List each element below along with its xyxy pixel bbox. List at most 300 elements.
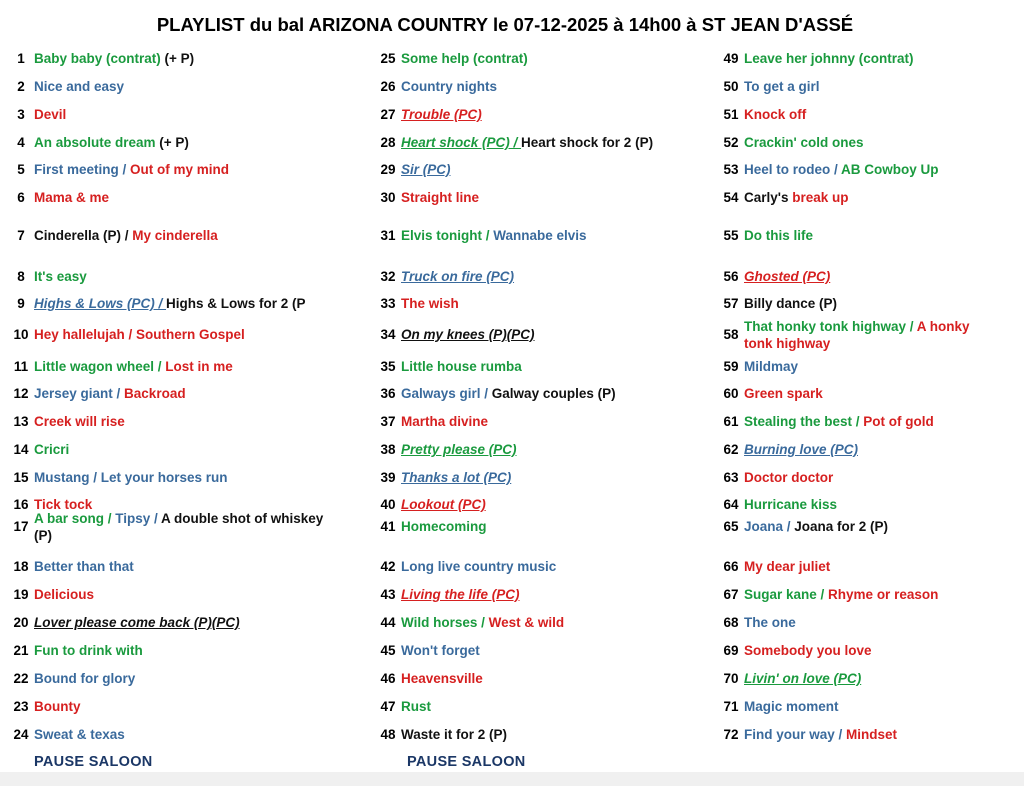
- track-title-segment: Devil: [34, 107, 67, 122]
- playlist-row: [375, 698, 715, 715]
- track-title-segment: Cricri: [34, 442, 70, 457]
- track-title: [744, 227, 994, 244]
- track-number: 70: [723, 671, 739, 686]
- track-title: [34, 161, 324, 178]
- track-title-segment: Heel to rodeo /: [744, 162, 842, 177]
- track-title-segment: Burning love (PC): [744, 442, 858, 457]
- track-number: 68: [723, 615, 739, 630]
- playlist-row: [375, 50, 715, 67]
- track-number: 64: [723, 497, 739, 512]
- track-title: [34, 227, 324, 244]
- track-title: [401, 726, 701, 743]
- track-title-segment: (+ P): [164, 51, 195, 66]
- track-number: 22: [13, 671, 29, 686]
- track-title-segment: To get a girl: [744, 79, 820, 94]
- track-title-segment: Living the life (PC): [401, 587, 520, 602]
- track-number: 5: [17, 162, 25, 177]
- track-title-segment: Some help (contrat): [401, 51, 528, 66]
- track-title-segment: Mama & me: [34, 190, 110, 205]
- playlist-row: [375, 106, 715, 123]
- track-number: 57: [723, 296, 739, 311]
- playlist-row: [718, 358, 1024, 375]
- track-title: [401, 670, 701, 687]
- track-title-segment: Martha divine: [401, 414, 489, 429]
- playlist-row: [718, 698, 1024, 715]
- track-title: [744, 496, 994, 513]
- track-number: 66: [723, 559, 739, 574]
- track-title: [34, 586, 324, 603]
- playlist-row: [8, 295, 348, 312]
- playlist-row: [718, 496, 1024, 513]
- playlist-row: [718, 50, 1024, 67]
- playlist-row: [718, 469, 1024, 486]
- track-title-segment: Find your way /: [744, 727, 847, 742]
- track-number: 53: [723, 162, 739, 177]
- playlist-row: [718, 614, 1024, 631]
- track-title: [744, 318, 994, 352]
- track-title-segment: (+ P): [159, 135, 189, 150]
- track-title: [34, 510, 324, 544]
- track-number: 28: [380, 135, 396, 150]
- track-title-segment: Wannabe elvis: [493, 228, 587, 243]
- playlist-row: [375, 78, 715, 95]
- playlist-row: [718, 518, 1024, 535]
- track-title: [401, 268, 701, 285]
- track-title: [744, 385, 994, 402]
- track-number: 59: [723, 359, 739, 374]
- track-title: [401, 469, 701, 486]
- track-title-segment: Long live country music: [401, 559, 557, 574]
- track-number: 41: [380, 519, 396, 534]
- track-title-segment: Rhyme or reason: [828, 587, 939, 602]
- track-number: 25: [380, 51, 396, 66]
- playlist-row: [718, 134, 1024, 151]
- track-title: [401, 413, 701, 430]
- track-number: 33: [380, 296, 396, 311]
- track-number: 36: [380, 386, 396, 401]
- playlist-row: [8, 469, 348, 486]
- track-number: 48: [380, 727, 396, 742]
- track-title-segment: Magic moment: [744, 699, 839, 714]
- track-title: [401, 358, 701, 375]
- playlist-row: [8, 558, 348, 575]
- track-title-segment: Green spark: [744, 386, 823, 401]
- track-title: [401, 161, 701, 178]
- track-title: [401, 295, 701, 312]
- track-title-segment: Delicious: [34, 587, 95, 602]
- page-title: PLAYLIST du bal ARIZONA COUNTRY le 07-12-2025 à 14h00 à ST JEAN D'ASSÉ: [156, 14, 854, 35]
- track-title: [401, 518, 701, 535]
- track-title-segment: Nice and easy: [34, 79, 125, 94]
- track-title: [401, 106, 701, 123]
- track-number: 26: [380, 79, 396, 94]
- track-number: 4: [17, 135, 25, 150]
- track-title: [401, 558, 701, 575]
- track-number: 49: [723, 51, 739, 66]
- playlist-row: [8, 441, 348, 458]
- track-title-segment: Mindset: [846, 727, 898, 742]
- track-title-segment: Carly's: [744, 190, 793, 205]
- track-number: 67: [723, 587, 739, 602]
- track-title: [401, 441, 701, 458]
- playlist-row: [375, 189, 715, 206]
- track-title-segment: On my knees (P)(PC): [401, 327, 535, 342]
- playlist-row: [718, 318, 1024, 352]
- playlist-row: [375, 161, 715, 178]
- track-title: [401, 227, 701, 244]
- track-title-segment: Do this life: [744, 228, 814, 243]
- track-number: 2: [17, 79, 25, 94]
- track-title-segment: Pretty please (PC): [401, 442, 517, 457]
- track-title: [401, 326, 701, 343]
- track-title-segment: Joana for 2 (P): [794, 519, 889, 534]
- playlist-row: [718, 385, 1024, 402]
- track-number: 24: [13, 727, 29, 742]
- track-title-segment: Doctor doctor: [744, 470, 834, 485]
- playlist-row: [718, 78, 1024, 95]
- track-number: 63: [723, 470, 739, 485]
- track-number: 37: [380, 414, 396, 429]
- track-number: 21: [13, 643, 29, 658]
- track-title: [744, 134, 994, 151]
- track-title-segment: Elvis tonight /: [401, 228, 494, 243]
- playlist-row: [8, 642, 348, 659]
- playlist-row: [8, 106, 348, 123]
- track-number: 13: [13, 414, 29, 429]
- track-number: 9: [17, 296, 25, 311]
- track-number: 62: [723, 442, 739, 457]
- track-number: 44: [380, 615, 396, 630]
- track-title: [744, 558, 994, 575]
- playlist-row: [718, 670, 1024, 687]
- track-title-segment: Little wagon wheel /: [34, 359, 166, 374]
- track-title: [744, 358, 994, 375]
- playlist-row: [718, 189, 1024, 206]
- playlist-row: [718, 413, 1024, 430]
- playlist-row: [8, 189, 348, 206]
- track-title: [744, 413, 994, 430]
- playlist-row: [375, 726, 715, 743]
- track-number: 14: [13, 442, 29, 457]
- pause-saloon-label-1: PAUSE SALOON: [34, 754, 153, 770]
- playlist-row: [8, 670, 348, 687]
- playlist-row: [375, 326, 715, 343]
- track-number: 65: [723, 519, 739, 534]
- track-title: [744, 518, 994, 535]
- track-title-segment: AB Cowboy Up: [841, 162, 939, 177]
- track-title-segment: Rust: [401, 699, 431, 714]
- track-title-segment: A honky tonk highway: [744, 318, 970, 351]
- playlist-row: [375, 441, 715, 458]
- track-title-segment: Lost in me: [165, 359, 233, 374]
- track-title-segment: Sugar kane /: [744, 587, 829, 602]
- track-number: 30: [380, 190, 396, 205]
- playlist-row: [375, 227, 715, 244]
- track-title: [34, 189, 324, 206]
- playlist-row: [718, 726, 1024, 743]
- playlist-row: [8, 510, 348, 544]
- track-title-segment: Straight line: [401, 190, 480, 205]
- track-title-segment: Highs & Lows for 2 (P: [166, 296, 306, 311]
- track-title-segment: Cinderella (P) /: [34, 228, 133, 243]
- track-title-segment: Sweat & texas: [34, 727, 125, 742]
- track-title-segment: Heart shock for 2 (P): [521, 135, 654, 150]
- track-number: 58: [723, 327, 739, 342]
- playlist-row: [8, 358, 348, 375]
- track-title: [34, 441, 324, 458]
- track-title-segment: Hurricane kiss: [744, 497, 838, 512]
- track-number: 69: [723, 643, 739, 658]
- track-title-segment: Stealing the best /: [744, 414, 864, 429]
- track-title-segment: Galway couples (P): [491, 386, 616, 401]
- track-title-segment: Homecoming: [401, 519, 487, 534]
- playlist-row: [8, 413, 348, 430]
- track-title-segment: Truck on fire (PC): [401, 269, 515, 284]
- track-title: [34, 413, 324, 430]
- track-title: [744, 50, 994, 67]
- track-title-segment: Creek will rise: [34, 414, 125, 429]
- playlist-row: [8, 385, 348, 402]
- track-title-segment: Hey hallelujah / Southern Gospel: [34, 327, 245, 342]
- track-title-segment: break up: [792, 190, 849, 205]
- track-title-segment: Livin' on love (PC): [744, 671, 862, 686]
- track-title-segment: Pot of gold: [863, 414, 934, 429]
- track-title: [744, 189, 994, 206]
- track-title: [401, 698, 701, 715]
- track-title-segment: West & wild: [488, 615, 565, 630]
- track-title-segment: Little house rumba: [401, 359, 522, 374]
- track-title-segment: A bar song /: [34, 510, 116, 526]
- track-title: [401, 586, 701, 603]
- track-title-segment: Bounty: [34, 699, 81, 714]
- playlist-row: [718, 295, 1024, 312]
- track-title-segment: Crackin' cold ones: [744, 135, 864, 150]
- playlist-row: [718, 268, 1024, 285]
- track-title-segment: My dear juliet: [744, 559, 831, 574]
- track-title-segment: Heavensville: [401, 671, 483, 686]
- track-number: 43: [380, 587, 396, 602]
- track-title: [744, 268, 994, 285]
- playlist-row: [718, 106, 1024, 123]
- track-number: 8: [17, 269, 25, 284]
- playlist-row: [8, 227, 348, 244]
- track-title: [744, 614, 994, 631]
- track-title: [34, 358, 324, 375]
- track-number: 34: [380, 327, 396, 342]
- track-title-segment: Sir (PC): [401, 162, 451, 177]
- playlist-row: [375, 558, 715, 575]
- track-title-segment: Galways girl /: [401, 386, 492, 401]
- track-number: 47: [380, 699, 396, 714]
- track-number: 52: [723, 135, 739, 150]
- track-title: [34, 469, 324, 486]
- track-number: 15: [13, 470, 29, 485]
- playlist-row: [8, 614, 348, 631]
- track-title-segment: Mustang / Let your horses run: [34, 470, 228, 485]
- pause-saloon-label-2: PAUSE SALOON: [407, 754, 526, 770]
- track-number: 31: [380, 228, 396, 243]
- track-title: [34, 106, 324, 123]
- track-number: 56: [723, 269, 739, 284]
- track-title: [401, 385, 701, 402]
- track-title-segment: Lover please come back (P)(PC): [34, 615, 240, 630]
- track-title-segment: Jersey giant /: [34, 386, 125, 401]
- track-number: 46: [380, 671, 396, 686]
- track-title-segment: Somebody you love: [744, 643, 872, 658]
- track-number: 17: [13, 519, 29, 534]
- track-title-segment: First meeting /: [34, 162, 131, 177]
- track-title: [401, 496, 701, 513]
- playlist-row: [8, 78, 348, 95]
- playlist-row: [8, 326, 348, 343]
- track-title: [744, 642, 994, 659]
- track-title: [401, 614, 701, 631]
- track-title-segment: Baby baby (contrat): [34, 51, 165, 66]
- track-title-segment: Wild horses /: [401, 615, 489, 630]
- playlist-row: [8, 586, 348, 603]
- track-number: 6: [17, 190, 25, 205]
- playlist-row: [375, 295, 715, 312]
- track-title: [401, 189, 701, 206]
- track-title: [744, 106, 994, 123]
- playlist-row: [375, 385, 715, 402]
- track-title-segment: Knock off: [744, 107, 807, 122]
- playlist-row: [718, 586, 1024, 603]
- playlist-row: [718, 227, 1024, 244]
- track-title: [34, 385, 324, 402]
- playlist-row: [375, 413, 715, 430]
- track-title-segment: Heart shock (PC) /: [401, 135, 522, 150]
- track-title-segment: Joana /: [744, 519, 795, 534]
- track-title: [34, 134, 324, 151]
- track-number: 38: [380, 442, 396, 457]
- track-title-segment: Ghosted (PC): [744, 269, 831, 284]
- track-title-segment: That honky tonk highway /: [744, 318, 917, 334]
- playlist-row: [375, 586, 715, 603]
- track-title: [34, 268, 324, 285]
- track-number: 54: [723, 190, 739, 205]
- track-title-segment: It's easy: [34, 269, 87, 284]
- track-number: 55: [723, 228, 739, 243]
- track-title-segment: Backroad: [124, 386, 186, 401]
- playlist-row: [8, 726, 348, 743]
- track-number: 40: [380, 497, 396, 512]
- track-number: 45: [380, 643, 396, 658]
- track-number: 27: [380, 107, 396, 122]
- track-title: [744, 670, 994, 687]
- track-title: [34, 642, 324, 659]
- track-number: 12: [13, 386, 29, 401]
- track-title-segment: The wish: [401, 296, 459, 311]
- track-number: 72: [723, 727, 739, 742]
- track-number: 18: [13, 559, 29, 574]
- track-title-segment: Thanks a lot (PC): [401, 470, 512, 485]
- track-number: 39: [380, 470, 396, 485]
- playlist-row: [375, 268, 715, 285]
- track-title-segment: Won't forget: [401, 643, 480, 658]
- track-title: [744, 726, 994, 743]
- track-number: 35: [380, 359, 396, 374]
- playlist-row: [375, 518, 715, 535]
- playlist-row: [8, 698, 348, 715]
- playlist-row: [375, 358, 715, 375]
- track-title: [744, 441, 994, 458]
- track-title: [401, 642, 701, 659]
- page-footer-bar: [0, 772, 1024, 786]
- track-title-segment: The one: [744, 615, 796, 630]
- track-number: 19: [13, 587, 29, 602]
- playlist-row: [375, 134, 715, 151]
- track-title: [744, 78, 994, 95]
- track-number: 71: [723, 699, 739, 714]
- playlist-row: [375, 642, 715, 659]
- track-title-segment: Mildmay: [744, 359, 799, 374]
- track-title: [34, 78, 324, 95]
- track-title: [34, 295, 324, 312]
- track-title: [34, 50, 324, 67]
- track-number: 32: [380, 269, 396, 284]
- track-number: 50: [723, 79, 739, 94]
- playlist-row: [8, 50, 348, 67]
- track-title-segment: Better than that: [34, 559, 134, 574]
- track-number: 60: [723, 386, 739, 401]
- playlist-row: [718, 161, 1024, 178]
- track-title: [34, 726, 324, 743]
- track-title: [34, 326, 324, 343]
- track-title-segment: Fun to drink with: [34, 643, 143, 658]
- track-number: 16: [13, 497, 29, 512]
- track-title-segment: Country nights: [401, 79, 497, 94]
- track-number: 3: [17, 107, 25, 122]
- track-title: [744, 698, 994, 715]
- track-title-segment: Out of my mind: [130, 162, 230, 177]
- track-number: 23: [13, 699, 29, 714]
- playlist-row: [8, 161, 348, 178]
- track-title: [744, 586, 994, 603]
- track-number: 42: [380, 559, 396, 574]
- track-number: 61: [723, 414, 739, 429]
- track-title: [401, 50, 701, 67]
- playlist-row: [375, 469, 715, 486]
- track-number: 1: [17, 51, 25, 66]
- playlist-row: [375, 670, 715, 687]
- track-title-segment: A double shot of whiskey (P): [34, 510, 324, 543]
- track-title: [34, 614, 324, 631]
- track-title-segment: Waste it for 2 (P): [401, 727, 508, 742]
- track-title-segment: Highs & Lows (PC) /: [34, 296, 167, 311]
- track-number: 20: [13, 615, 29, 630]
- track-title-segment: Lookout (PC): [401, 497, 486, 512]
- track-title: [744, 295, 994, 312]
- playlist-row: [718, 642, 1024, 659]
- track-number: 11: [13, 359, 29, 374]
- playlist-row: [718, 558, 1024, 575]
- playlist-row: [8, 268, 348, 285]
- playlist-row: [8, 134, 348, 151]
- playlist-row: [375, 614, 715, 631]
- track-title: [744, 161, 994, 178]
- playlist-row: [718, 441, 1024, 458]
- track-number: 7: [17, 228, 25, 243]
- track-number: 10: [13, 327, 29, 342]
- track-title: [34, 670, 324, 687]
- track-title: [401, 134, 701, 151]
- track-title-segment: Tick tock: [34, 497, 93, 512]
- track-number: 29: [380, 162, 396, 177]
- track-title: [744, 469, 994, 486]
- playlist-row: [375, 496, 715, 513]
- track-title-segment: Bound for glory: [34, 671, 136, 686]
